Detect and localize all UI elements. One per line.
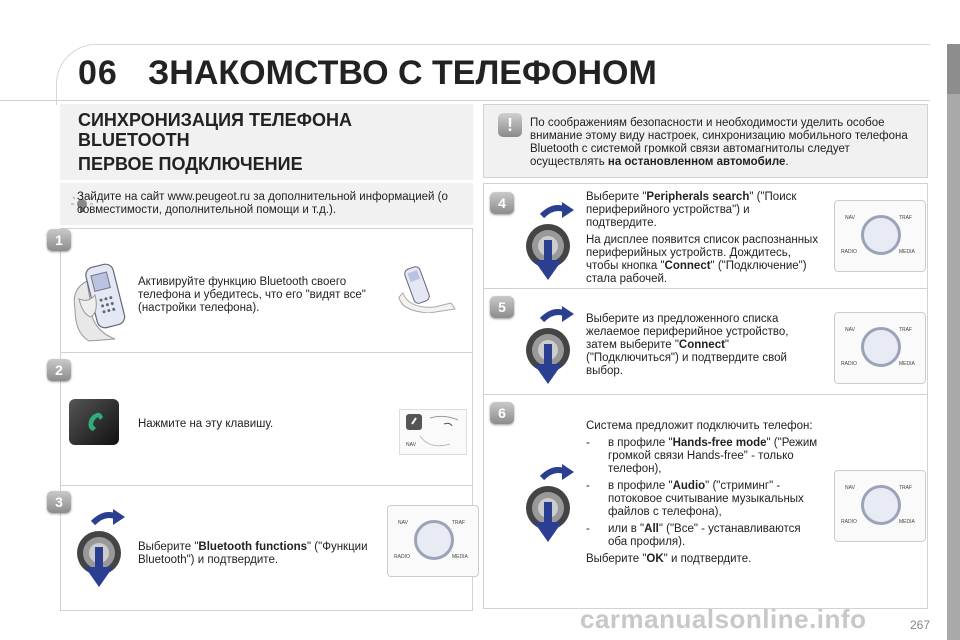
control-console-illustration bbox=[834, 312, 926, 384]
step-6-text bbox=[586, 420, 822, 566]
step-4-text bbox=[586, 191, 822, 286]
section-title-line1: СИНХРОНИЗАЦИЯ ТЕЛЕФОНА bbox=[78, 110, 352, 130]
phone-key-button bbox=[69, 399, 119, 445]
step-6-end: Выберите "OK" и подтвердите. bbox=[586, 553, 752, 565]
console-label-nav: NAV bbox=[845, 485, 855, 491]
console-ring bbox=[861, 215, 901, 255]
console-label-nav: NAV bbox=[398, 520, 408, 526]
phone-in-hand-illustration bbox=[69, 259, 135, 343]
phone-small-illustration bbox=[395, 263, 457, 313]
section-title-line2: BLUETOOTH bbox=[78, 130, 190, 150]
console-label-radio: RADIO bbox=[394, 554, 410, 560]
tip-panel bbox=[60, 183, 473, 225]
console-label-traf: TRAF bbox=[899, 485, 913, 491]
console-label-traf: TRAF bbox=[899, 215, 913, 221]
console-label-traf: TRAF bbox=[452, 520, 466, 526]
dashboard-key-illustration bbox=[399, 409, 467, 455]
watermark: carmanualsonline.info bbox=[580, 604, 867, 634]
step-4-paragraph-1: Выберите "Peripherals search" ("Поиск периферийного устройства") и подтвердите. bbox=[586, 191, 797, 229]
side-tab-active bbox=[947, 44, 960, 94]
console-label-nav: NAV bbox=[845, 215, 855, 221]
section-title-panel bbox=[60, 104, 473, 180]
row-divider bbox=[484, 288, 927, 289]
console-label-nav: NAV bbox=[845, 327, 855, 333]
warning-text-bold: на остановленном автомобиле bbox=[607, 156, 786, 168]
step-6-item: - или в "All" ("Все" - устанавливаются оба профиля). bbox=[586, 523, 801, 548]
step-3-text: Выберите "Bluetooth functions" ("Функции Bluetooth") и подтвердите. bbox=[138, 541, 368, 566]
console-label-radio: RADIO bbox=[841, 519, 857, 525]
step-1-badge: 1 bbox=[47, 229, 71, 251]
warning-icon: ! bbox=[498, 113, 522, 137]
warning-text: По соображениям безопасности и необходимости уделить особое внимание этому виду настроек, синхронизацию мобильного телефона Bluetooth с системой громкой связи автомагнитолы следует осуществлять на остановленном автомобиле. bbox=[530, 117, 908, 168]
steps-right-panel bbox=[483, 183, 928, 609]
knob-turn-push-icon bbox=[71, 507, 127, 589]
console-label-media: MEDIA bbox=[452, 554, 468, 560]
step-5-bold: Connect bbox=[678, 339, 725, 351]
step-3-bold: Bluetooth functions bbox=[198, 541, 308, 553]
steps-left-panel bbox=[55, 228, 473, 611]
header-divider bbox=[0, 100, 930, 101]
knob-turn-push-icon bbox=[520, 200, 576, 282]
step-6-intro: Система предложит подключить телефон: bbox=[586, 420, 813, 432]
knob-turn-push-icon bbox=[520, 462, 576, 544]
knob-turn-push-icon bbox=[520, 304, 576, 386]
step-6-item: - в профиле "Audio" ("стриминг" - потоковое считывание музыкальных файлов с телефона), bbox=[586, 480, 804, 518]
top-rule bbox=[96, 44, 930, 45]
step-2-text: Нажмите на эту клавишу. bbox=[138, 418, 274, 430]
console-label-radio: RADIO bbox=[841, 361, 857, 367]
row-divider bbox=[61, 352, 472, 353]
step-6-badge: 6 bbox=[490, 402, 514, 424]
row-divider bbox=[61, 485, 472, 486]
warning-panel bbox=[483, 104, 928, 178]
step-2-badge: 2 bbox=[47, 359, 71, 381]
step-6-item: - в профиле "Hands-free mode" ("Режим громкой связи Hands-free" - только телефон), bbox=[586, 437, 818, 475]
step-4-badge: 4 bbox=[490, 192, 514, 214]
control-console-illustration bbox=[834, 200, 926, 272]
tip-text: Зайдите на сайт www.peugeot.ru за дополнительной информацией (о совместимости, дополнительной помощи и т.д.). bbox=[77, 191, 448, 216]
chapter-title: ЗНАКОМСТВО С ТЕЛЕФОНОМ bbox=[148, 54, 657, 92]
step-4-paragraph-2: На дисплее появится список распознанных периферийных устройств. Дождитесь, чтобы кнопка "Connect" ("Подключение") стала рабочей. bbox=[586, 234, 819, 285]
console-label-media: MEDIA bbox=[899, 249, 915, 255]
section-subtitle: ПЕРВОЕ ПОДКЛЮЧЕНИЕ bbox=[78, 154, 303, 174]
side-tab-bar bbox=[947, 44, 960, 640]
control-console-illustration bbox=[387, 505, 479, 577]
console-ring bbox=[861, 327, 901, 367]
row-divider bbox=[484, 394, 927, 395]
step-5-text: Выберите из предложенного списка желаемое периферийное устройство, затем выберите "Connect" ("Подключиться") и подтвердите свой выбор. bbox=[586, 313, 789, 377]
console-label-traf: TRAF bbox=[899, 327, 913, 333]
step-3-badge: 3 bbox=[47, 491, 71, 513]
console-ring bbox=[414, 520, 454, 560]
svg-text:NAV: NAV bbox=[406, 442, 416, 448]
step-1-text: Активируйте функцию Bluetooth своего телефона и убедитесь, что его "видят все" (настройки телефона). bbox=[138, 276, 366, 314]
console-label-media: MEDIA bbox=[899, 519, 915, 525]
console-label-media: MEDIA bbox=[899, 361, 915, 367]
step-5-badge: 5 bbox=[490, 296, 514, 318]
console-ring bbox=[861, 485, 901, 525]
console-label-radio: RADIO bbox=[841, 249, 857, 255]
control-console-illustration bbox=[834, 470, 926, 542]
chapter-number: 06 bbox=[78, 54, 118, 92]
page-number: 267 bbox=[909, 618, 930, 632]
